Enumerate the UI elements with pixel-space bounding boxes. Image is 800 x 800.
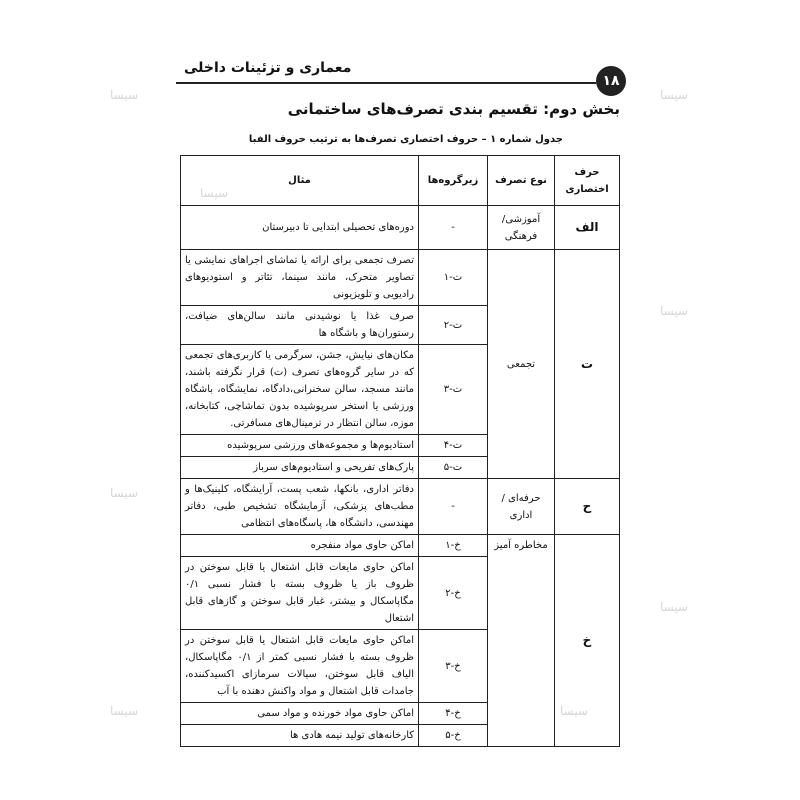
subgroup-cell: - [419, 479, 488, 535]
header-subgroups: زیرگروه‌ها [419, 156, 488, 206]
header-type: نوع تصرف [488, 156, 555, 206]
table-caption: جدول شماره ۱ – حروف اختصاری تصرف‌ها به ترتیب حروف الفبا [248, 134, 563, 145]
subgroup-cell: ت-۲ [419, 306, 488, 345]
watermark: سیسا [660, 88, 689, 102]
abbreviation-cell: الف [555, 206, 620, 250]
abbreviation-cell: ح [555, 479, 620, 535]
subgroup-cell: خ-۴ [419, 703, 488, 725]
header-rule [176, 82, 596, 84]
page-number: ۱۸ [596, 66, 626, 96]
example-cell: کارخانه‌های تولید نیمه هادی ها [181, 725, 419, 747]
subgroup-cell: ت-۴ [419, 435, 488, 457]
type-cell: تجمعی [488, 250, 555, 479]
subgroup-cell: ت-۳ [419, 345, 488, 435]
watermark: سیسا [660, 600, 689, 614]
header-abbreviation: حرف اختصاری [555, 156, 620, 206]
watermark: سیسا [110, 88, 139, 102]
abbreviation-cell: خ [555, 535, 620, 747]
watermark: سیسا [110, 486, 139, 500]
table-row [181, 535, 620, 557]
subgroup-cell: خ-۵ [419, 725, 488, 747]
table-row [181, 206, 620, 250]
type-cell: حرفه‌ای / اداری [488, 479, 555, 535]
watermark: سیسا [200, 186, 229, 200]
example-cell: مکان‌های نیایش، جشن، سرگرمی یا کاربری‌های تجمعی که در سایر گروه‌های تصرف (ت) قرار نگرفته باشند، مانند مسجد، سالن سخنرانی،دادگاه، نمایشگاه، باشگاه ورزشی یا استخر سرپوشیده بدون تماشاچی، کتابخانه، موزه، سالن انتظار در ترمینال‌های مسافرتی. [181, 345, 419, 435]
page-header [176, 56, 626, 98]
type-cell: آموزشی/ فرهنگی [488, 206, 555, 250]
subgroup-cell: ت-۵ [419, 457, 488, 479]
example-cell: اماکن حاوی مایعات قابل اشتعال یا قابل سوختن در ظروف باز یا ظروف بسته با فشار نسبی ۰/۱ مگاپاسکال و بیشتر، غبار قابل سوختن و گازهای قابل اشتعال [181, 557, 419, 630]
section-title: بخش دوم: تقسیم بندی تصرف‌های ساختمانی [287, 100, 620, 118]
subgroup-cell: ت-۱ [419, 250, 488, 306]
type-cell: مخاطره آمیز [488, 535, 555, 747]
example-cell: استادیوم‌ها و مجموعه‌های ورزشی سرپوشیده [181, 435, 419, 457]
watermark: سیسا [660, 304, 689, 318]
watermark: سیسا [560, 704, 589, 718]
table-row [181, 250, 620, 306]
example-cell: صرف غذا یا نوشیدنی مانند سالن‌های ضیافت، رستوران‌ها و باشگاه ها [181, 306, 419, 345]
subgroup-cell: خ-۲ [419, 557, 488, 630]
table-row [181, 479, 620, 535]
watermark: سیسا [110, 704, 139, 718]
example-cell: اماکن حاوی مواد خورنده و مواد سمی [181, 703, 419, 725]
abbreviation-cell: ت [555, 250, 620, 479]
example-cell: دوره‌های تحصیلی ابتدایی تا دبیرستان [181, 206, 419, 250]
example-cell: تصرف تجمعی برای ارائه یا تماشای اجراهای نمایشی یا تصاویر متحرک، مانند سینما، تئاتر و استودیوهای رادیویی و تلویزیونی [181, 250, 419, 306]
table-header-row [181, 156, 620, 206]
book-title: معماری و تزئینات داخلی [184, 60, 352, 76]
example-cell: اماکن حاوی مایعات قابل اشتعال یا قابل سوختن در ظروف بسته با فشار نسبی کمتر از ۰/۱ مگاپاسکال، الیاف قابل سوختن، سیالات سرمازای اکسیدکننده، جامدات قابل اشتعال و مواد واکنش دهنده با آب [181, 630, 419, 703]
subgroup-cell: - [419, 206, 488, 250]
example-cell: دفاتر اداری، بانکها، شعب پست، آرایشگاه، کلینیک‌ها و مطب‌های پزشکی، آزمایشگاه تشخیص طبی، دفاتر مهندسی، دانشگاه ها، پاسگاه‌های انتظامی [181, 479, 419, 535]
occupancy-table [180, 155, 620, 747]
header-example: مثال [181, 156, 419, 206]
example-cell: پارک‌های تفریحی و استادیوم‌های سرباز [181, 457, 419, 479]
subgroup-cell: خ-۱ [419, 535, 488, 557]
example-cell: اماکن حاوی مواد منفجره [181, 535, 419, 557]
subgroup-cell: خ-۳ [419, 630, 488, 703]
